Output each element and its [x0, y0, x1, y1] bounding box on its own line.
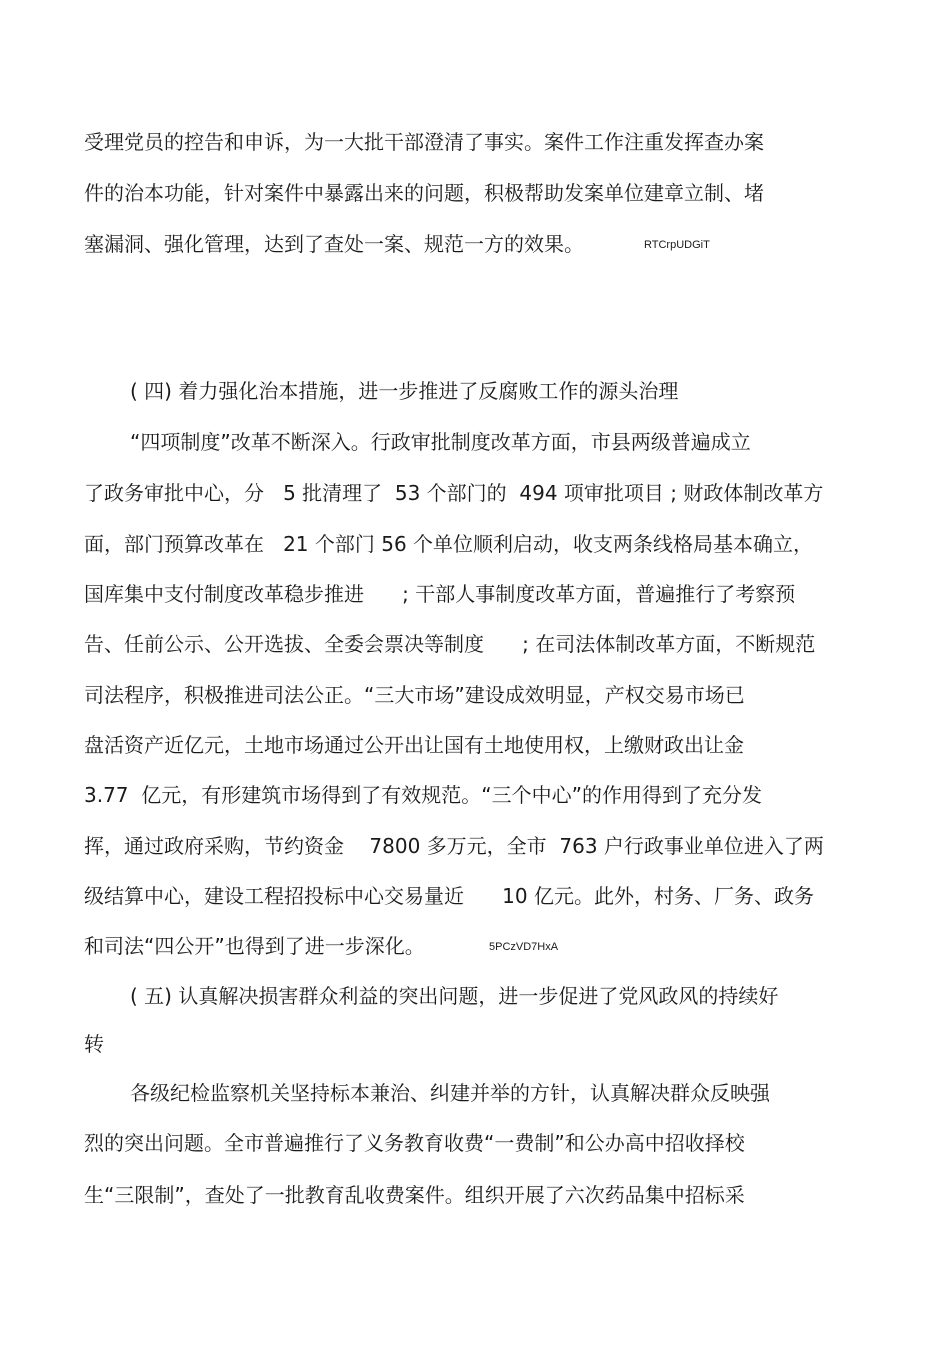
text-line: 级结算中心，建设工程招投标中心交易量近 10 亿元。此外，村务、厂务、政务 [84, 884, 814, 908]
text-line: 面，部门预算改革在 21 个部门 56 个单位顺利启动，收支两条线格局基本确立， [84, 532, 814, 556]
watermark-code: RTCrpUDGiT [644, 239, 710, 251]
text-line: 3.77 亿元，有形建筑市场得到了有效规范。“三个中心”的作用得到了充分发 [84, 783, 762, 807]
text-line: 各级纪检监察机关坚持标本兼治、纠建并举的方针，认真解决群众反映强 [130, 1081, 770, 1105]
text-line: 烈的突出问题。全市普遍推行了义务教育收费“一费制”和公办高中招收择校 [84, 1131, 745, 1155]
text-line: “四项制度”改革不断深入。行政审批制度改革方面，市县两级普遍成立 [130, 430, 751, 454]
text-line: 生“三限制”，查处了一批教育乱收费案件。组织开展了六次药品集中招标采 [84, 1183, 745, 1207]
text-line: 了政务审批中心，分 5 批清理了 53 个部门的 494 项审批项目 ; 财政体制改革方 [84, 481, 824, 505]
section-heading: ( 四) 着力强化治本措施，进一步推进了反腐败工作的源头治理 [130, 379, 679, 403]
text-line: 挥，通过政府采购，节约资金 7800 多万元，全市 763 户行政事业单位进入了两 [84, 834, 824, 858]
text-line: 受理党员的控告和申诉，为一大批干部澄清了事实。案件工作注重发挥查办案 [84, 130, 764, 154]
section-heading: 转 [84, 1032, 104, 1056]
section-heading: ( 五) 认真解决损害群众利益的突出问题，进一步促进了党风政风的持续好 [130, 984, 779, 1008]
text-line: 国库集中支付制度改革稳步推进 ; 干部人事制度改革方面，普遍推行了考察预 [84, 582, 796, 606]
text-line: 司法程序，积极推进司法公正。“三大市场”建设成效明显，产权交易市场已 [84, 683, 745, 707]
text-line: 盘活资产近亿元，土地市场通过公开出让国有土地使用权，上缴财政出让金 [84, 733, 744, 757]
text-line: 件的治本功能，针对案件中暴露出来的问题，积极帮助发案单位建章立制、堵 [84, 181, 764, 205]
text-line: 告、任前公示、公开选拔、全委会票决等制度 ; 在司法体制改革方面，不断规范 [84, 632, 816, 656]
text-line: 塞漏洞、强化管理，达到了查处一案、规范一方的效果。 [84, 232, 584, 256]
text-line: 和司法“四公开”也得到了进一步深化。 [84, 934, 425, 958]
watermark-code: 5PCzVD7HxA [489, 941, 559, 953]
